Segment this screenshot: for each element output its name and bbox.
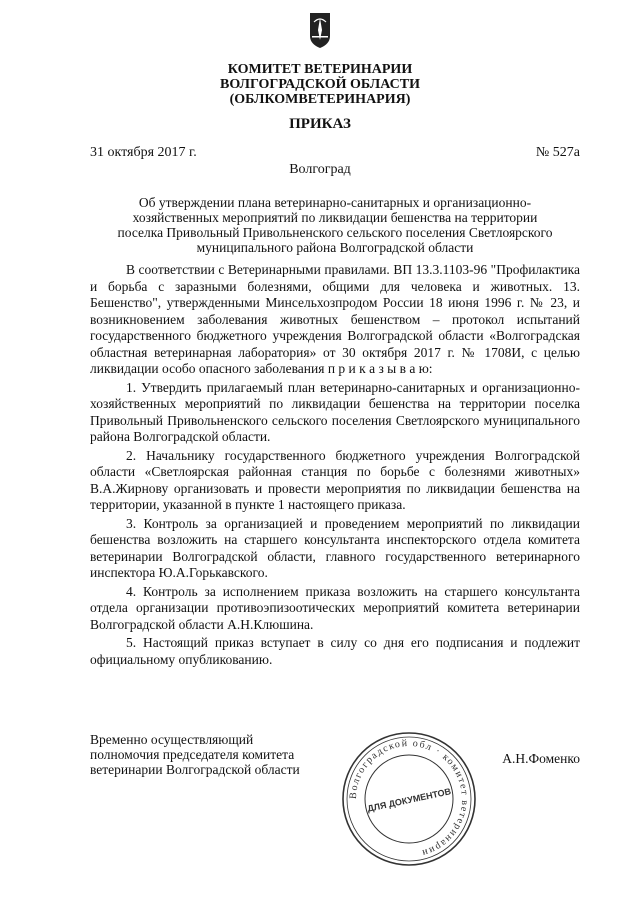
stamp-outer-text: Волгоградской обл · комитет ветеринарии — [347, 737, 471, 859]
subject-line-1: Об утверждении плана ветеринарно-санитарных и организационно- — [138, 195, 532, 210]
document-city: Волгоград — [289, 162, 351, 177]
org-line-3: (ОБЛКОМВЕТЕРИНАРИЯ) — [229, 92, 411, 107]
position-line-2: полномочия председателя комитета — [90, 747, 295, 762]
preamble-paragraph: В соответствии с Ветеринарными правилами. ВП 13.3.1103-96 "Профилактика и борьба с заразными болезнями, общими для человека и животных. 13. Бешенство", утвержденными Минсельхозпродом России 18 июня 1996 г. № 23, и возникновением заболевания животных бешенством – протокол испытаний государственного бюджетного учреждения Волгоградской области «Волгоградская областная ветеринарная лаборатория» от 30 октября 2017 г. № 1708И, с целью ликвидации особо опасного заболевания п р и к а з ы в а ю: — [90, 262, 580, 376]
org-line-2: ВОЛГОГРАДСКОЙ ОБЛАСТИ — [220, 77, 420, 92]
item-4-paragraph: 4. Контроль за исполнением приказа возложить на старшего консультанта отдела организации противоэпизоотических мероприятий комитета ветеринарии Волгоградской области А.Н.Клюшина. — [90, 583, 580, 632]
position-line-3: ветеринарии Волгоградской области — [90, 762, 300, 777]
item-5-paragraph: 5. Настоящий приказ вступает в силу со дня его подписания и подлежит официальному опубликованию. — [90, 635, 580, 667]
subject-line-3: поселка Привольный Привольненского сельского поселения Светлоярского — [117, 225, 553, 240]
item-2-paragraph: 2. Начальнику государственного бюджетного учреждения Волгоградской области «Светлоярская районная станция по борьбе с болезнями животных» В.А.Жирнову организовать и провести мероприятия по ликвидации бешенства на территории, указанной в пункте 1 настоящего приказа. — [90, 447, 580, 512]
item-3-paragraph: 3. Контроль за организацией и проведением мероприятий по ликвидации бешенства возложить на старшего консультанта инспекторского отдела комитета ветеринарии Волгоградской области, главного государственного ветеринарного инспектора Ю.А.Горькавского. — [90, 515, 580, 580]
document-body — [90, 262, 580, 668]
organization-name — [0, 62, 640, 107]
signatory-name: А.Н.Фоменко — [502, 751, 580, 766]
signatory-position — [90, 732, 300, 777]
stamp-seal-icon — [338, 728, 480, 870]
subject-line-4: муниципального района Волгоградской области — [196, 240, 474, 255]
emblem-icon — [308, 10, 332, 50]
document-date: 31 октября 2017 г. — [90, 145, 197, 160]
document-subject — [90, 195, 580, 255]
subject-line-2: хозяйственных мероприятий по ликвидации бешенства на территории — [132, 210, 538, 225]
org-line-1: КОМИТЕТ ВЕТЕРИНАРИИ — [227, 62, 413, 77]
document-type: ПРИКАЗ — [289, 116, 351, 132]
document-number: № 527а — [535, 145, 580, 160]
position-line-1: Временно осуществляющий — [90, 732, 254, 747]
stamp-inner-text: ДЛЯ ДОКУМЕНТОВ — [366, 786, 452, 814]
item-1-paragraph: 1. Утвердить прилагаемый план ветеринарно-санитарных и организационно-хозяйственных мероприятий по ликвидации бешенства на территории поселка Привольный Привольненского сельского поселения Светлоярского муниципального района Волгоградской области. — [90, 379, 580, 444]
